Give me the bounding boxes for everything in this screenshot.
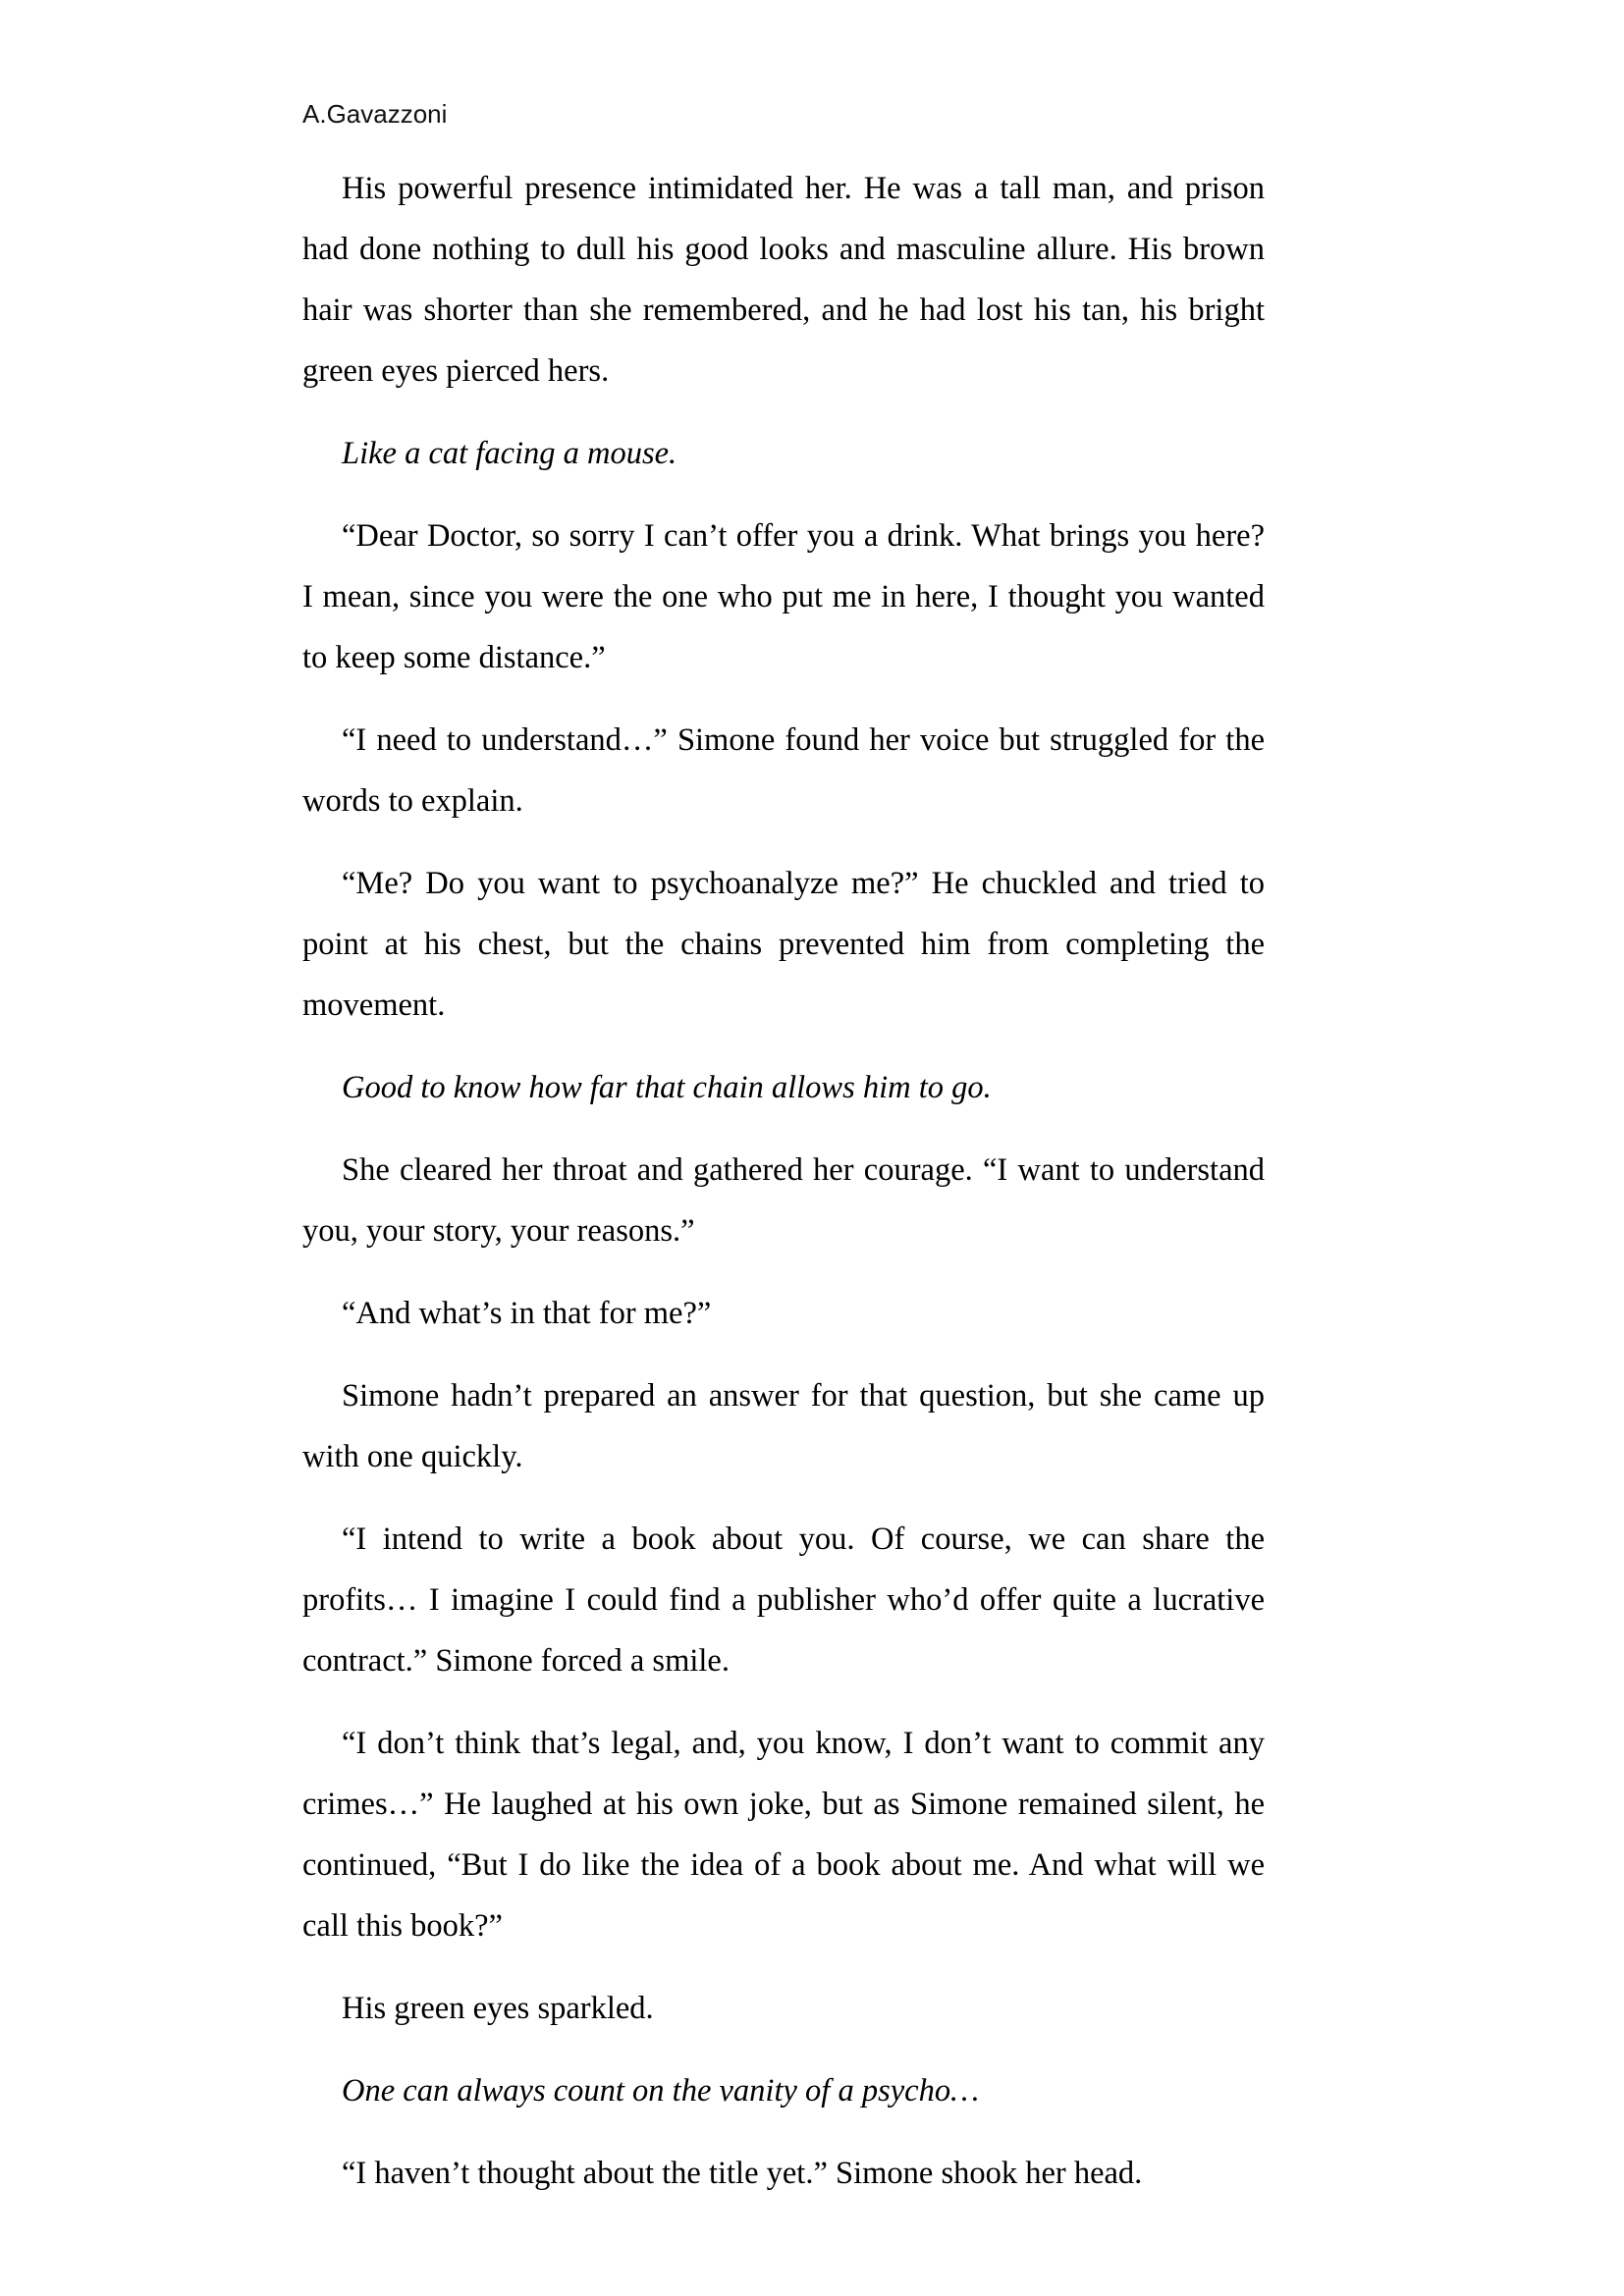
body-text	[302, 158, 1265, 2225]
paragraph: “Me? Do you want to psychoanalyze me?” He chuckled and tried to point at his chest, but the chains prevented him from completing the movement.	[302, 866, 1265, 1023]
paragraph: “I need to understand…” Simone found her voice but struggled for the words to explain.	[302, 722, 1265, 819]
running-header-author: A.Gavazzoni	[302, 99, 448, 129]
paragraph: His green eyes sparkled.	[342, 1991, 654, 2026]
paragraph: She cleared her throat and gathered her courage. “I want to understand you, your story, your reasons.”	[302, 1152, 1265, 1249]
paragraph: “I haven’t thought about the title yet.” Simone shook her head.	[342, 2156, 1143, 2191]
italic-thought-paragraph: Good to know how far that chain allows him to go.	[342, 1070, 992, 1105]
paragraph: Simone hadn’t prepared an answer for that question, but she came up with one quickly.	[302, 1378, 1265, 1474]
paragraph: “I don’t think that’s legal, and, you know, I don’t want to commit any crimes…” He laughed at his own joke, but as Simone remained silent, he continued, “But I do like the idea of a book about me. And what will we call this book?”	[302, 1726, 1265, 1944]
italic-thought-paragraph: Like a cat facing a mouse.	[342, 436, 677, 471]
paragraph: “I intend to write a book about you. Of course, we can share the profits… I imagine I could find a publisher who’d offer quite a lucrative contract.” Simone forced a smile.	[302, 1522, 1265, 1679]
paragraph: “And what’s in that for me?”	[342, 1296, 712, 1331]
italic-thought-paragraph: One can always count on the vanity of a psycho…	[342, 2073, 979, 2109]
paragraph: His powerful presence intimidated her. He was a tall man, and prison had done nothing to dull his good looks and masculine allure. His brown hair was shorter than she remembered, and he had lost his tan, his bright green eyes pierced hers.	[302, 171, 1265, 389]
paragraph: “Dear Doctor, so sorry I can’t offer you a drink. What brings you here? I mean, since you were the one who put me in here, I thought you wanted to keep some distance.”	[302, 518, 1265, 675]
